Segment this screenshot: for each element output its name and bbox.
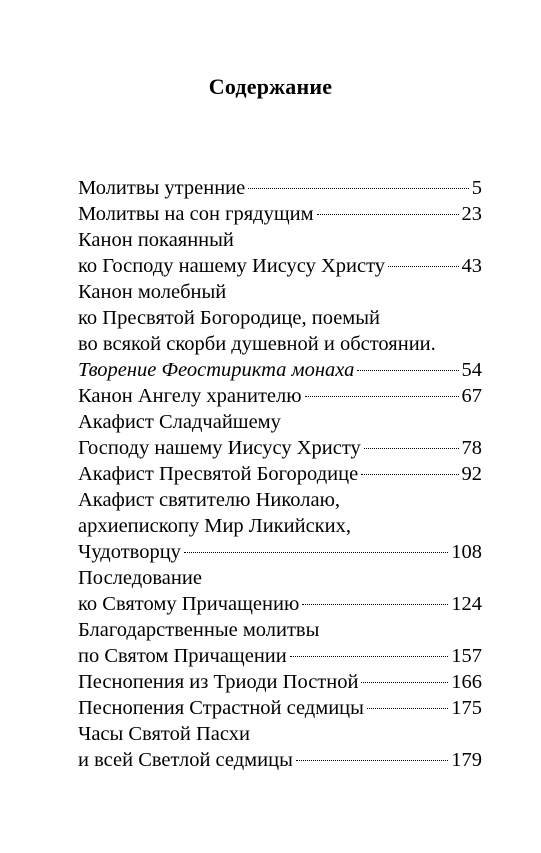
toc-line (78, 253, 482, 279)
toc-entry-title: Акафист Пресвятой Богородице (78, 463, 359, 485)
toc-line (78, 747, 482, 773)
dot-leader (248, 188, 468, 189)
toc-page-number: 23 (461, 203, 482, 225)
dot-leader (184, 552, 448, 553)
toc-entry-title: Господу нашему Иисусу Христу (78, 437, 361, 459)
dot-leader (364, 448, 459, 449)
toc-entry-title: Молитвы на сон грядущим (78, 203, 314, 225)
toc-entry[interactable] (78, 201, 482, 227)
toc-line (78, 461, 482, 487)
toc-page-number: 67 (461, 385, 482, 407)
toc-entry-title: Творение Феостирикта монаха (78, 359, 355, 381)
toc-line (78, 227, 482, 253)
toc-line (78, 487, 482, 513)
toc-line (78, 435, 482, 461)
toc-entry-title: Чудотворцу (78, 541, 181, 563)
toc-line (78, 409, 482, 435)
toc-entry-title: ко Святому Причащению (78, 593, 300, 615)
toc-entry-title: Канон молебный (78, 281, 227, 303)
dot-leader (305, 396, 459, 397)
dot-leader (361, 474, 458, 475)
toc-page-number: 175 (451, 697, 482, 719)
toc-entry-title: Песнопения Страстной седмицы (78, 697, 364, 719)
toc-entry-title: Песнопения из Триоди Постной (78, 671, 359, 693)
dot-leader (361, 682, 448, 683)
toc-line (78, 175, 482, 201)
toc-line (78, 565, 482, 591)
toc-page-number: 92 (461, 463, 482, 485)
toc-entry-title: по Святом Причащении (78, 645, 287, 667)
toc-page-number: 54 (461, 359, 482, 381)
toc-page-number: 5 (471, 177, 482, 199)
toc-entry-title: во всякой скорби душевной и обстоянии. (78, 333, 436, 355)
dot-leader (388, 266, 458, 267)
page-title: Содержание (208, 74, 333, 99)
toc-entry-title: Канон Ангелу хранителю (78, 385, 302, 407)
toc-entry[interactable] (78, 617, 482, 669)
toc-page-number: 124 (451, 593, 482, 615)
toc-entry[interactable] (78, 279, 482, 357)
toc-entry[interactable] (78, 383, 482, 409)
toc-line (78, 305, 482, 331)
toc-entry-title: архиепископу Мир Ликийских, (78, 515, 351, 537)
toc-entry[interactable] (78, 695, 482, 721)
toc-page-number: 78 (461, 437, 482, 459)
toc-entry[interactable] (78, 175, 482, 201)
dot-leader (357, 370, 458, 371)
toc-line (78, 721, 482, 747)
dot-leader (296, 760, 448, 761)
toc-entry-title: Молитвы утренние (78, 177, 246, 199)
toc-entry[interactable] (78, 487, 482, 565)
toc-line (78, 643, 482, 669)
toc-entry[interactable] (78, 227, 482, 279)
toc-line (78, 669, 482, 695)
toc-entry-title: ко Пресвятой Богородице, поемый (78, 307, 381, 329)
toc-page-number: 108 (451, 541, 482, 563)
toc-line (78, 201, 482, 227)
toc-entry[interactable] (78, 357, 482, 383)
table-of-contents (78, 175, 482, 773)
dot-leader (290, 656, 449, 657)
toc-line (78, 617, 482, 643)
toc-line (78, 695, 482, 721)
toc-line (78, 279, 482, 305)
toc-entry-title: Последование (78, 567, 202, 589)
toc-entry-title: Канон покаянный (78, 229, 234, 251)
dot-leader (317, 214, 459, 215)
toc-page-number: 179 (451, 749, 482, 771)
toc-page-number: 43 (461, 255, 482, 277)
toc-line (78, 513, 482, 539)
toc-entry-title: и всей Светлой седмицы (78, 749, 293, 771)
toc-line (78, 331, 482, 357)
toc-page-number: 157 (451, 645, 482, 667)
toc-entry[interactable] (78, 461, 482, 487)
toc-line (78, 383, 482, 409)
toc-page-number: 166 (451, 671, 482, 693)
toc-entry-title: Акафист святителю Николаю, (78, 489, 341, 511)
toc-entry-title: Благодарственные молитвы (78, 619, 320, 641)
toc-line (78, 357, 482, 383)
dot-leader (302, 604, 448, 605)
toc-entry[interactable] (78, 565, 482, 617)
toc-entry[interactable] (78, 721, 482, 773)
toc-entry-title: Часы Святой Пасхи (78, 723, 250, 745)
toc-entry[interactable] (78, 669, 482, 695)
toc-line (78, 539, 482, 565)
toc-line (78, 591, 482, 617)
toc-entry-title: ко Господу нашему Иисусу Христу (78, 255, 386, 277)
toc-entry-title: Акафист Сладчайшему (78, 411, 281, 433)
dot-leader (367, 708, 448, 709)
toc-entry[interactable] (78, 409, 482, 461)
